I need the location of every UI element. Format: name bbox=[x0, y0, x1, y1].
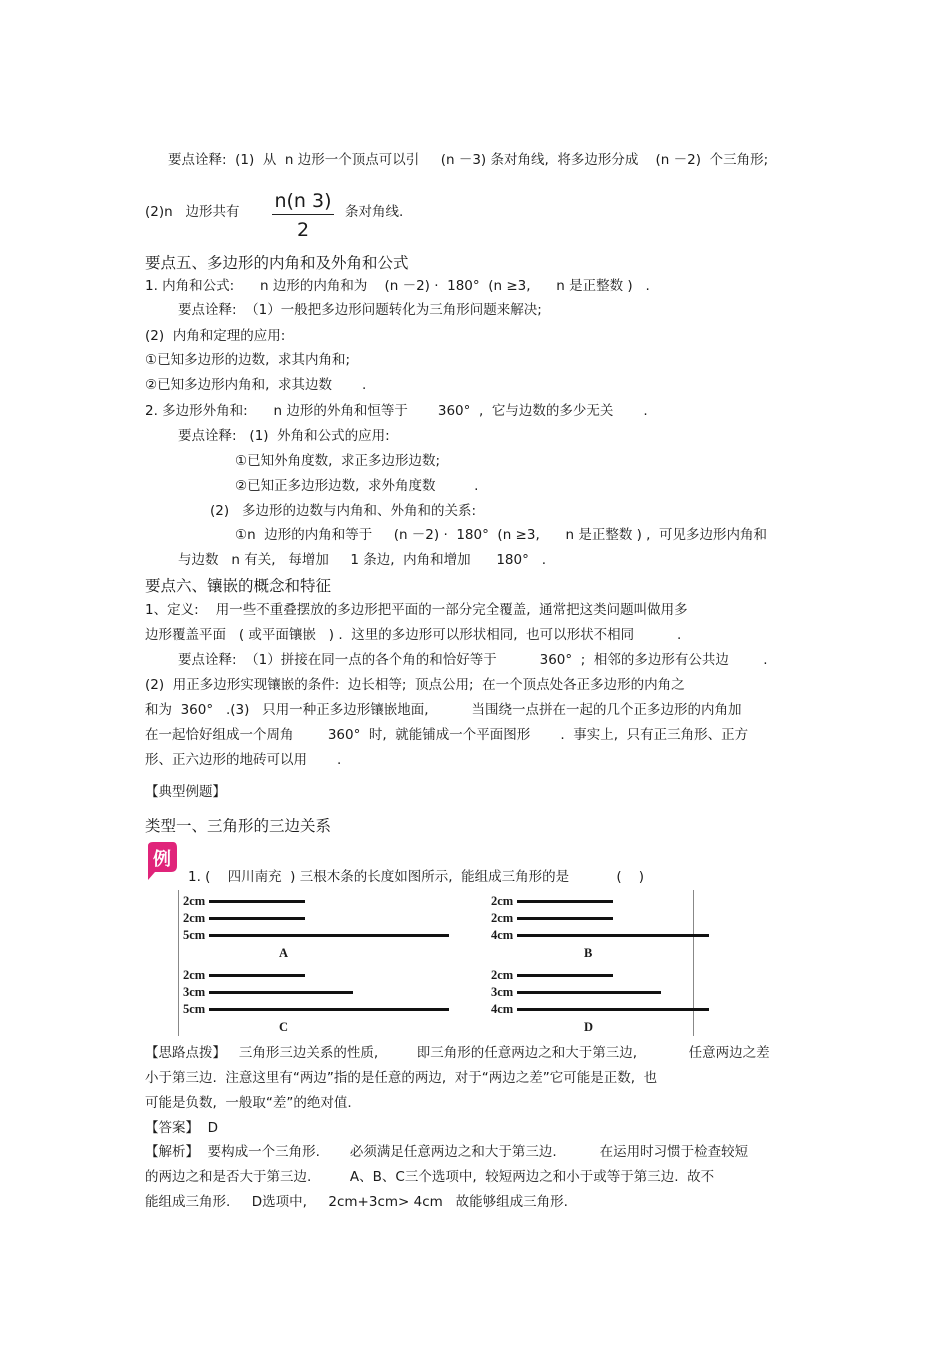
section-heading-6: 要点六、镶嵌的概念和特征 bbox=[145, 577, 332, 595]
tessellation-condition-3: 在一起恰好组成一个周角 360° 时, 就能铺成一个平面图形 . 事实上, 只有正三角形、正方 bbox=[145, 727, 749, 743]
note-exterior: 要点诠释: (1) 外角和公式的应用: bbox=[178, 428, 390, 444]
option-letter: C bbox=[279, 1020, 289, 1034]
note-triangulate: 要点诠释: （1）一般把多边形问题转化为三角形问题来解决; bbox=[178, 302, 542, 318]
type-1-heading: 类型一、三角形的三边关系 bbox=[145, 817, 332, 835]
relation-text-2: 与边数 n 有关, 每增加 1 条边, 内角和增加 180° . bbox=[178, 552, 547, 568]
stick-label: 2cm bbox=[183, 911, 206, 925]
stick-label: 5cm bbox=[183, 1002, 206, 1016]
examples-heading: 【典型例题】 bbox=[145, 784, 226, 800]
tessellation-definition-2: 边形覆盖平面 ( 或平面镶嵌 ) . 这里的多边形可以形状相同, 也可以形状不相同 . bbox=[145, 627, 682, 643]
stick-label: 5cm bbox=[183, 928, 206, 942]
application-1: ①已知多边形的边数, 求其内角和; bbox=[145, 352, 351, 368]
exterior-angle-formula: 2. 多边形外角和: n 边形的外角和恒等于 360° , 它与边数的多少无关 . bbox=[145, 403, 648, 419]
stick bbox=[209, 917, 305, 920]
interior-angle-formula: 1. 内角和公式: n 边形的内角和为 (n －2) · 180° (n ≥3, n 是正整数 ) . bbox=[145, 278, 650, 294]
stick bbox=[517, 900, 613, 903]
fraction-numerator: n(n 3) bbox=[274, 190, 332, 212]
application-2: ②已知多边形内角和, 求其边数 . bbox=[145, 377, 367, 393]
diagonal-count-tail: 条对角线. bbox=[345, 204, 404, 220]
option-letter: B bbox=[584, 946, 593, 960]
tessellation-definition-1: 1、定义: 用一些不重叠摆放的多边形把平面的一部分完全覆盖, 通常把这类问题叫做用多 bbox=[145, 602, 688, 618]
stick-label: 2cm bbox=[491, 911, 514, 925]
note-diagonals: 要点诠释: (1) 从 n 边形一个顶点可以引 (n －3) 条对角线, 将多边形分成 (n －2) 个三角形; bbox=[168, 152, 769, 168]
stick bbox=[209, 991, 353, 994]
stick-label: 4cm bbox=[491, 928, 514, 942]
option-letter: D bbox=[584, 1020, 594, 1034]
analysis-line-2: 的两边之和是否大于第三边. A、B、C三个选项中, 较短两边之和小于或等于第三边. 故不 bbox=[145, 1169, 715, 1185]
fraction-denominator: 2 bbox=[296, 219, 310, 241]
stick bbox=[517, 917, 613, 920]
hint-line-2: 小于第三边. 注意这里有“两边”指的是任意的两边, 对于“两边之差”它可能是正数, 也 bbox=[145, 1070, 658, 1086]
option-letter: A bbox=[279, 946, 289, 960]
theorem-application: (2) 内角和定理的应用: bbox=[145, 328, 286, 344]
example-badge-icon bbox=[145, 840, 179, 886]
analysis-line-1: 【解析】 要构成一个三角形. 必须满足任意两边之和大于第三边. 在运用时习惯于检查较短 bbox=[145, 1144, 749, 1160]
stick bbox=[517, 1008, 709, 1011]
stick bbox=[209, 1008, 449, 1011]
tessellation-condition-1: (2) 用正多边形实现镶嵌的条件: 边长相等; 顶点公用; 在一个顶点处各正多边形的内角之 bbox=[145, 677, 685, 693]
stick-label: 3cm bbox=[491, 985, 514, 999]
section-heading-5: 要点五、多边形的内角和及外角和公式 bbox=[145, 254, 409, 272]
stick-label: 4cm bbox=[491, 1002, 514, 1016]
diagonal-count-text: (2)n 边形共有 bbox=[145, 204, 240, 220]
exterior-application-2: ②已知正多边形边数, 求外角度数 . bbox=[235, 478, 479, 494]
stick-label: 2cm bbox=[491, 968, 514, 982]
tessellation-condition-2: 和为 360° .(3) 只用一种正多边形镶嵌地面, 当围绕一点拼在一起的几个正多边形的内角加 bbox=[145, 702, 742, 718]
stick bbox=[517, 974, 613, 977]
stick bbox=[209, 974, 305, 977]
exterior-application-1: ①已知外角度数, 求正多边形边数; bbox=[235, 453, 441, 469]
stick-label: 2cm bbox=[183, 968, 206, 982]
stick bbox=[517, 934, 709, 937]
stick bbox=[209, 900, 305, 903]
stick-label: 2cm bbox=[491, 894, 514, 908]
question-1: 1. ( 四川南充 ) 三根木条的长度如图所示, 能组成三角形的是 ( ) bbox=[188, 869, 645, 885]
note-tessellation: 要点诠释: （1）拼接在同一点的各个角的和恰好等于 360° ; 相邻的多边形有公共边 . bbox=[178, 652, 768, 668]
analysis-line-3: 能组成三角形. D选项中, 2cm+3cm> 4cm 故能够组成三角形. bbox=[145, 1194, 568, 1210]
relation-heading: (2) 多边形的边数与内角和、外角和的关系: bbox=[210, 503, 477, 519]
relation-text-1: ①n 边形的内角和等于 (n －2) · 180° (n ≥3, n 是正整数 ) , 可见多边形内角和 bbox=[235, 527, 768, 543]
stick bbox=[517, 991, 661, 994]
sticks-figure bbox=[178, 890, 694, 1036]
fraction-bar bbox=[272, 214, 334, 215]
stick-label: 3cm bbox=[183, 985, 206, 999]
answer: 【答案】 D bbox=[145, 1120, 218, 1136]
hint-line-3: 可能是负数, 一般取“差”的绝对值. bbox=[145, 1095, 352, 1111]
hint-line-1: 【思路点拨】 三角形三边关系的性质, 即三角形的任意两边之和大于第三边, 任意两边之差 bbox=[145, 1045, 770, 1061]
tessellation-condition-4: 形、正六边形的地砖可以用 . bbox=[145, 752, 342, 768]
example-badge-label: 例 bbox=[153, 849, 171, 870]
stick bbox=[209, 934, 449, 937]
stick-label: 2cm bbox=[183, 894, 206, 908]
